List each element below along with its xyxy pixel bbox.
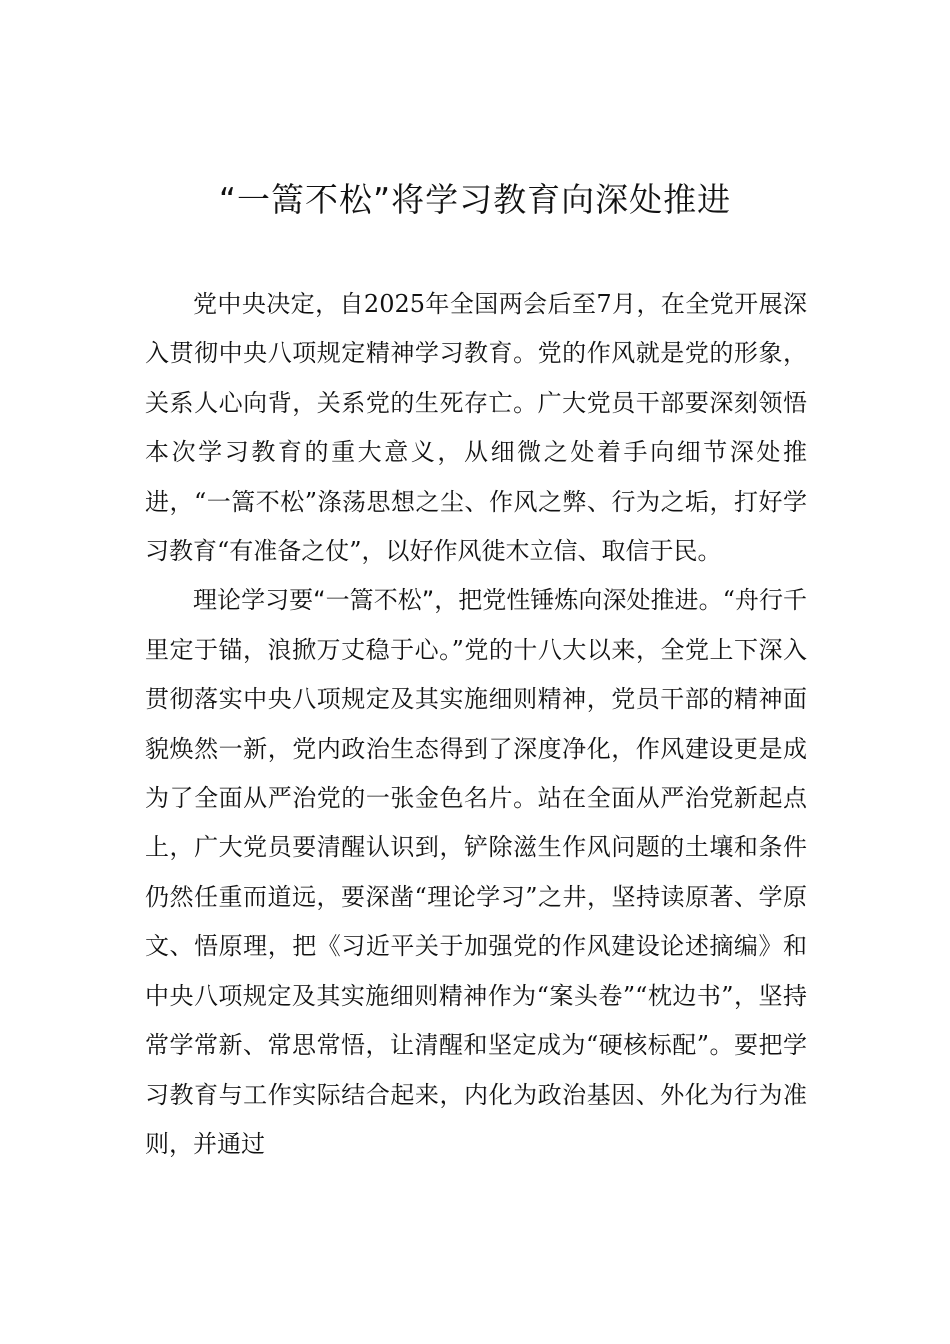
paragraph-theory-study	[145, 576, 807, 1169]
document-body	[145, 280, 807, 1169]
paragraph-text: 党中央决定，自2025年全国两会后至7月，在全党开展深入贯彻中央八项规定精神学习教育。党的作风就是党的形象，关系人心向背，关系党的生死存亡。广大党员干部要深刻领悟本次学习教育的重大意义，从细微之处着手向细节深处推进，“一篙不松”涤荡思想之尘、作风之弊、行为之垢，打好学习教育“有准备之仗”，以好作风徙木立信、取信于民。	[145, 290, 807, 566]
paragraph-lead: 理论学习要“一篙不松”，把党性锤炼向深处推进。	[193, 586, 723, 615]
paragraph-text: “舟行千里定于锚，浪掀万丈稳于心。”党的十八大以来，全党上下深入贯彻落实中央八项规定及其实施细则精神，党员干部的精神面貌焕然一新，党内政治生态得到了深度净化，作风建设更是成为了全面从严治党的一张金色名片。站在全面从严治党新起点上，广大党员要清醒认识到，铲除滋生作风问题的土壤和条件仍然任重而道远，要深凿“理论学习”之井，坚持读原著、学原文、悟原理，把《习近平关于加强党的作风建设论述摘编》和中央八项规定及其实施细则精神作为“案头卷”“枕边书”，坚持常学常新、常思常悟，让清醒和坚定成为“硬核标配”。要把学习教育与工作实际结合起来，内化为政治基因、外化为行为准则，并通过	[145, 586, 807, 1158]
document-title: “一篙不松”将学习教育向深处推进	[218, 180, 732, 219]
paragraph-intro	[145, 280, 807, 576]
